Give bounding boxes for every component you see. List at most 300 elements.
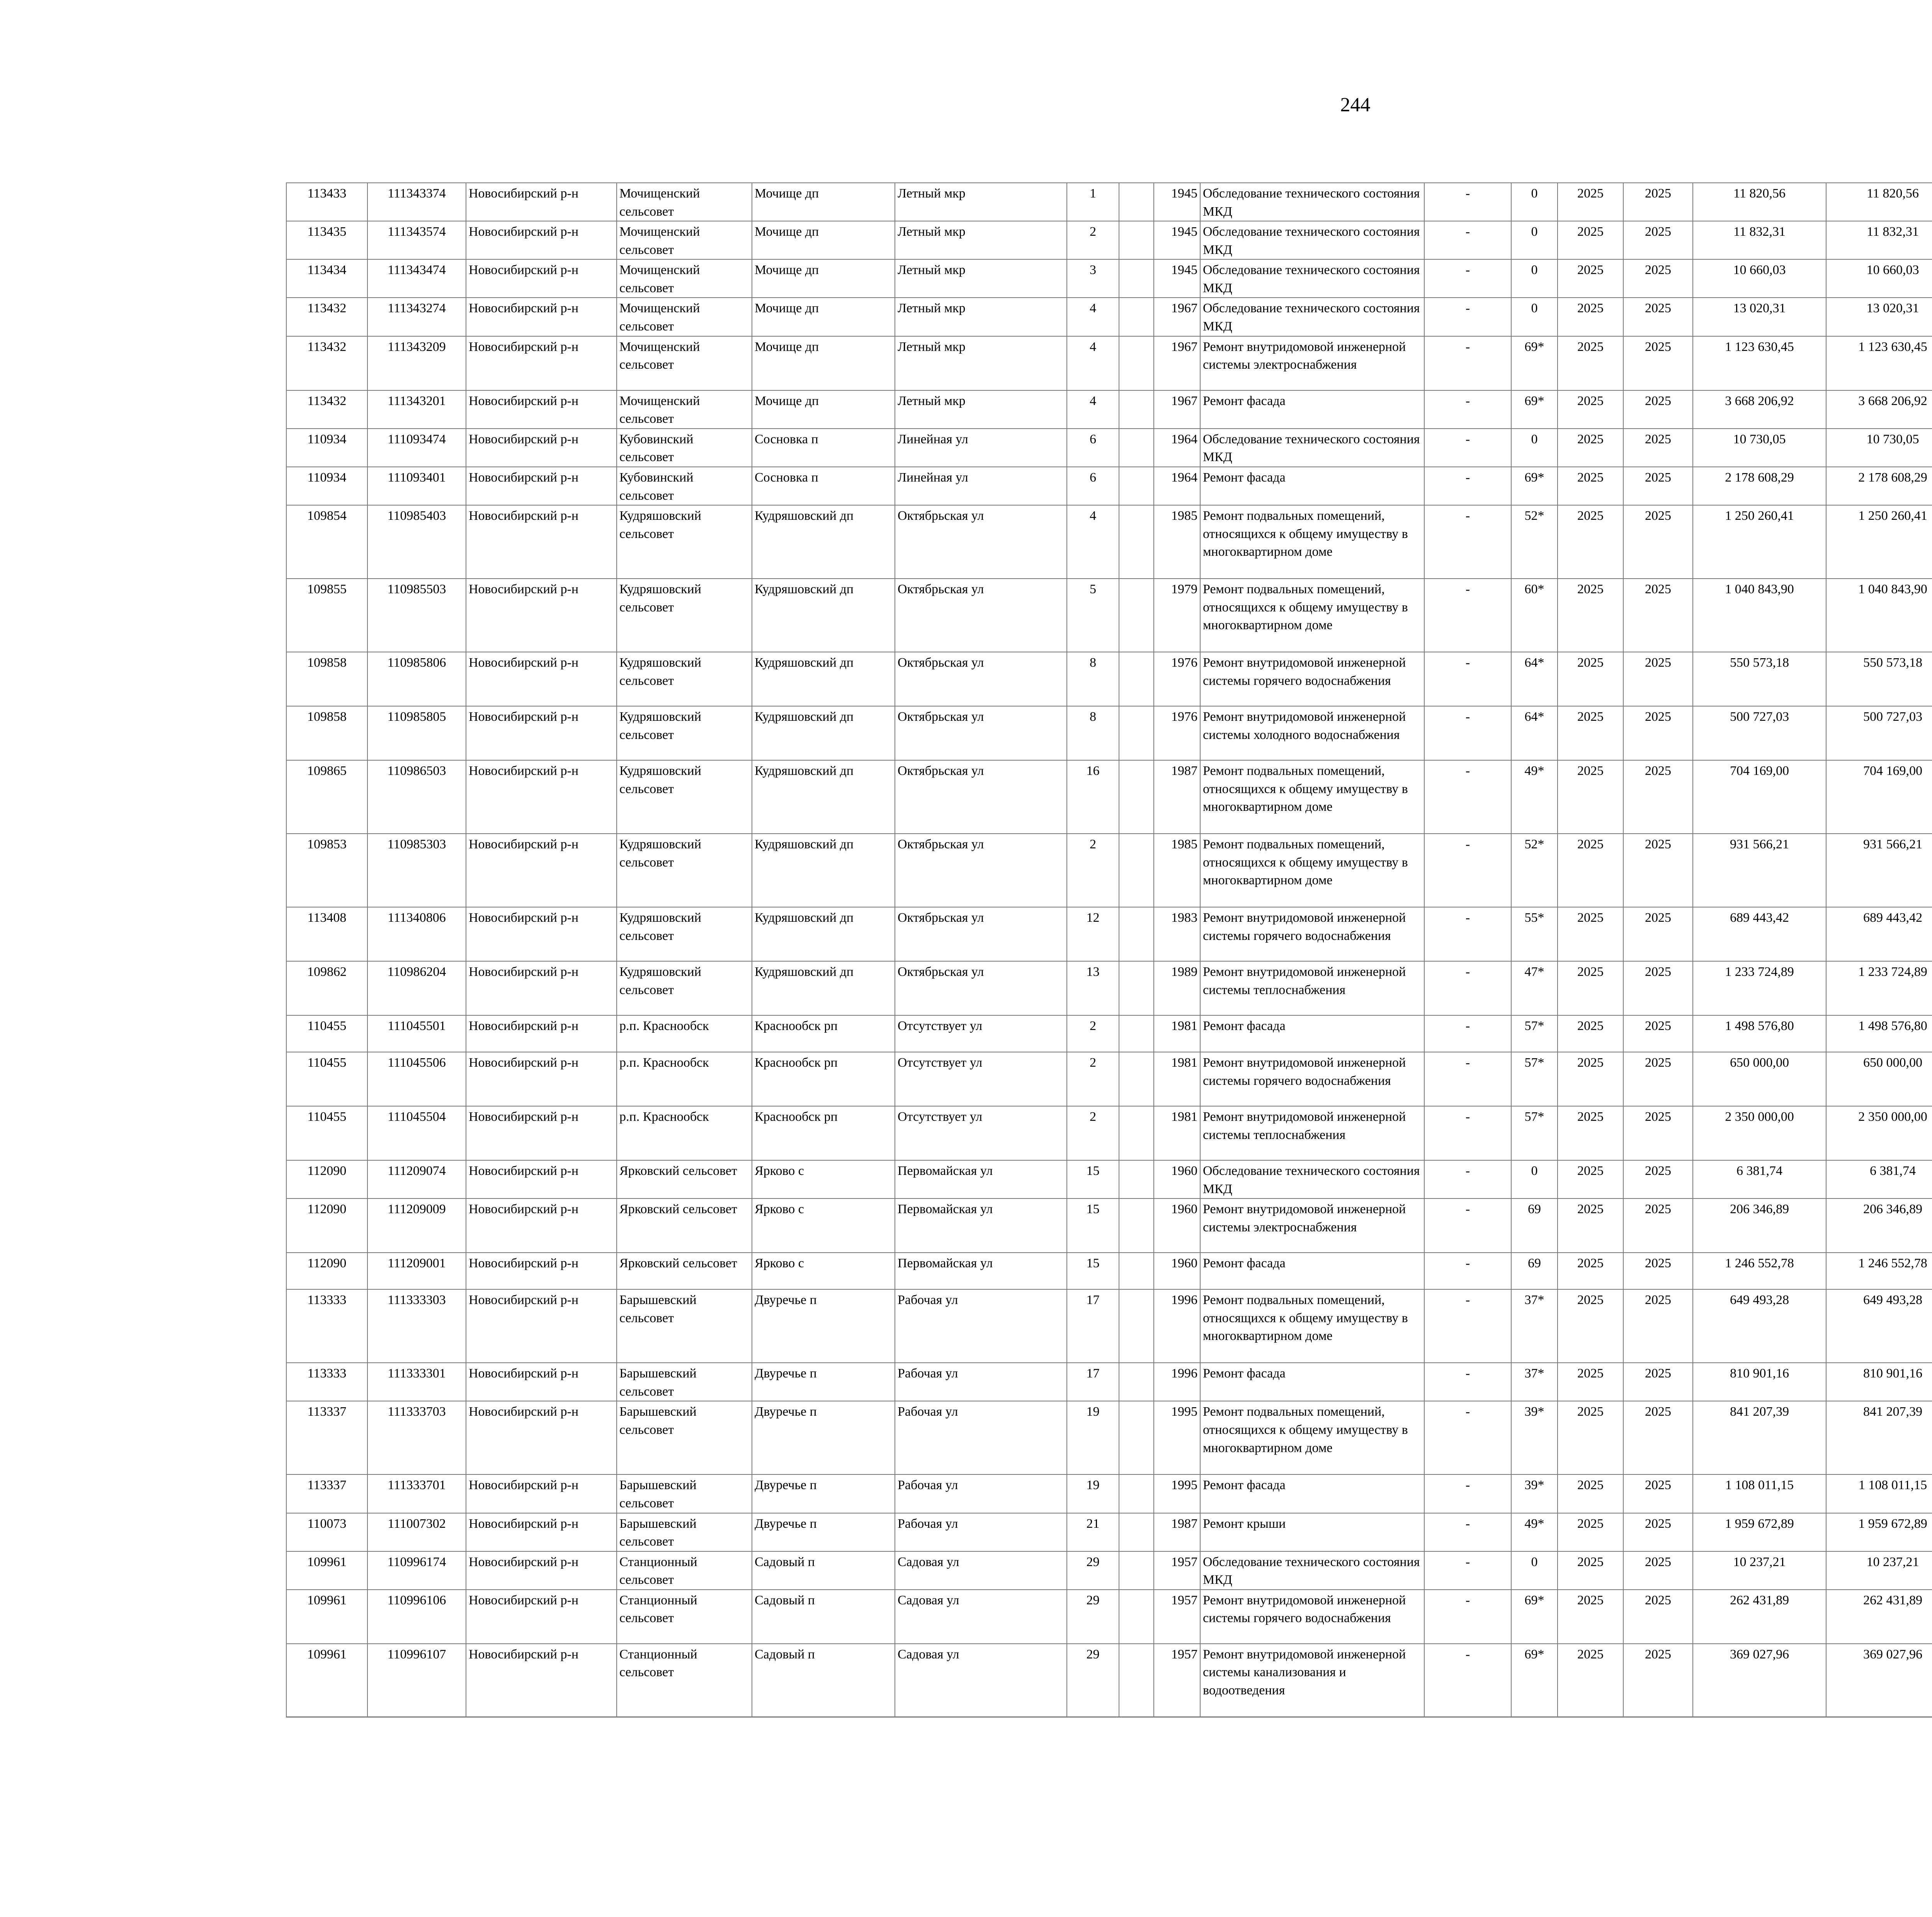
cell-year-built: 1964 [1154, 429, 1200, 467]
cell-municipality: Кудряшовский сельсовет [617, 706, 752, 760]
cell-regional-fund: 810 901,16 [1826, 1363, 1932, 1401]
cell-year-built: 1981 [1154, 1015, 1200, 1052]
cell-wear-percent: 0 [1511, 1160, 1558, 1199]
cell-year-end: 2025 [1623, 259, 1693, 298]
cell-total-cost: 10 730,05 [1693, 429, 1826, 467]
cell-total-cost: 1 250 260,41 [1693, 505, 1826, 579]
work-plan-table [286, 182, 1932, 1718]
cell-row-id: 113432 [286, 298, 367, 336]
cell-house-number: 8 [1067, 706, 1119, 760]
cell-work-type: Ремонт подвальных помещений, относящихся к общему имуществу в многоквартирном доме [1200, 1401, 1424, 1474]
table-row [286, 505, 1932, 579]
cell-district: Новосибирский р-н [466, 1590, 617, 1644]
cell-total-cost: 1 498 576,80 [1693, 1015, 1826, 1052]
cell-year-start: 2025 [1558, 1474, 1623, 1513]
table-row [286, 1052, 1932, 1106]
cell-code: 111333701 [367, 1474, 466, 1513]
cell-settlement: Ярково с [752, 1199, 895, 1253]
cell-building [1119, 1052, 1154, 1106]
cell-street: Летный мкр [895, 259, 1067, 298]
cell-regional-fund: 11 832,31 [1826, 221, 1932, 259]
cell-year-end: 2025 [1623, 1513, 1693, 1551]
cell-district: Новосибирский р-н [466, 336, 617, 390]
cell-settlement: Двуречье п [752, 1474, 895, 1513]
cell-regional-fund: 206 346,89 [1826, 1199, 1932, 1253]
cell-row-id: 113337 [286, 1401, 367, 1474]
cell-year-end: 2025 [1623, 221, 1693, 259]
cell-settlement: Кудряшовский дп [752, 579, 895, 652]
cell-work-type: Ремонт внутридомовой инженерной системы электроснабжения [1200, 1199, 1424, 1253]
cell-work-type: Обследование технического состояния МКД [1200, 183, 1424, 221]
cell-municipality: Станционный сельсовет [617, 1551, 752, 1590]
cell-work-type: Ремонт фасада [1200, 390, 1424, 429]
cell-street: Первомайская ул [895, 1160, 1067, 1199]
cell-year-start: 2025 [1558, 505, 1623, 579]
cell-street: Линейная ул [895, 429, 1067, 467]
cell-district: Новосибирский р-н [466, 579, 617, 652]
cell-regional-fund: 841 207,39 [1826, 1401, 1932, 1474]
page-number: 244 [1340, 94, 1371, 116]
cell-regional-fund: 931 566,21 [1826, 834, 1932, 907]
cell-total-cost: 262 431,89 [1693, 1590, 1826, 1644]
cell-regional-fund: 689 443,42 [1826, 907, 1932, 961]
cell-regional-fund: 650 000,00 [1826, 1052, 1932, 1106]
cell-wear-percent: 64* [1511, 652, 1558, 706]
cell-total-cost: 13 020,31 [1693, 298, 1826, 336]
cell-wear-percent: 37* [1511, 1363, 1558, 1401]
cell-work-type: Обследование технического состояния МКД [1200, 298, 1424, 336]
table-row [286, 1644, 1932, 1717]
cell-settlement: Кудряшовский дп [752, 505, 895, 579]
cell-municipality: Барышевский сельсовет [617, 1474, 752, 1513]
cell-district: Новосибирский р-н [466, 1052, 617, 1106]
cell-year-end: 2025 [1623, 1590, 1693, 1644]
cell-year-built: 1960 [1154, 1160, 1200, 1199]
cell-year-built: 1985 [1154, 834, 1200, 907]
cell-row-id: 109858 [286, 652, 367, 706]
cell-district: Новосибирский р-н [466, 1289, 617, 1363]
cell-row-id: 113337 [286, 1474, 367, 1513]
cell-year-end: 2025 [1623, 579, 1693, 652]
cell-work-type: Обследование технического состояния МКД [1200, 429, 1424, 467]
cell-wear-percent: 60* [1511, 579, 1558, 652]
cell-regional-fund: 10 660,03 [1826, 259, 1932, 298]
cell-code: 111093474 [367, 429, 466, 467]
cell-year-end: 2025 [1623, 1363, 1693, 1401]
cell-year-built: 1981 [1154, 1106, 1200, 1160]
cell-house-number: 15 [1067, 1253, 1119, 1289]
cell-work-type: Ремонт подвальных помещений, относящихся к общему имуществу в многоквартирном доме [1200, 579, 1424, 652]
cell-col-dash: - [1424, 1551, 1511, 1590]
cell-year-start: 2025 [1558, 834, 1623, 907]
cell-year-built: 1957 [1154, 1551, 1200, 1590]
cell-year-start: 2025 [1558, 336, 1623, 390]
cell-col-dash: - [1424, 221, 1511, 259]
cell-row-id: 113408 [286, 907, 367, 961]
cell-wear-percent: 0 [1511, 183, 1558, 221]
cell-year-built: 1945 [1154, 259, 1200, 298]
cell-house-number: 2 [1067, 1106, 1119, 1160]
cell-code: 111209074 [367, 1160, 466, 1199]
cell-year-end: 2025 [1623, 1253, 1693, 1289]
cell-settlement: Кудряшовский дп [752, 706, 895, 760]
cell-municipality: Барышевский сельсовет [617, 1401, 752, 1474]
cell-district: Новосибирский р-н [466, 1644, 617, 1717]
cell-col-dash: - [1424, 652, 1511, 706]
cell-total-cost: 2 350 000,00 [1693, 1106, 1826, 1160]
cell-wear-percent: 0 [1511, 221, 1558, 259]
cell-year-built: 1987 [1154, 760, 1200, 834]
cell-settlement: Сосновка п [752, 429, 895, 467]
cell-row-id: 113333 [286, 1289, 367, 1363]
cell-year-start: 2025 [1558, 298, 1623, 336]
cell-work-type: Ремонт фасада [1200, 1474, 1424, 1513]
cell-building [1119, 907, 1154, 961]
cell-district: Новосибирский р-н [466, 907, 617, 961]
cell-regional-fund: 6 381,74 [1826, 1160, 1932, 1199]
cell-year-built: 1976 [1154, 652, 1200, 706]
cell-total-cost: 1 123 630,45 [1693, 336, 1826, 390]
cell-wear-percent: 0 [1511, 298, 1558, 336]
cell-district: Новосибирский р-н [466, 183, 617, 221]
cell-wear-percent: 69* [1511, 467, 1558, 505]
cell-work-type: Ремонт подвальных помещений, относящихся к общему имуществу в многоквартирном доме [1200, 1289, 1424, 1363]
cell-district: Новосибирский р-н [466, 1160, 617, 1199]
cell-settlement: Кудряшовский дп [752, 907, 895, 961]
cell-work-type: Ремонт внутридомовой инженерной системы холодного водоснабжения [1200, 706, 1424, 760]
cell-code: 111045501 [367, 1015, 466, 1052]
cell-street: Рабочая ул [895, 1363, 1067, 1401]
cell-regional-fund: 704 169,00 [1826, 760, 1932, 834]
cell-house-number: 4 [1067, 336, 1119, 390]
cell-building [1119, 760, 1154, 834]
cell-code: 111209001 [367, 1253, 466, 1289]
cell-settlement: Кудряшовский дп [752, 834, 895, 907]
cell-code: 111343574 [367, 221, 466, 259]
cell-house-number: 12 [1067, 907, 1119, 961]
cell-wear-percent: 39* [1511, 1401, 1558, 1474]
cell-municipality: Ярковский сельсовет [617, 1199, 752, 1253]
table-row [286, 467, 1932, 505]
cell-municipality: Кудряшовский сельсовет [617, 505, 752, 579]
cell-municipality: Ярковский сельсовет [617, 1160, 752, 1199]
cell-house-number: 1 [1067, 183, 1119, 221]
cell-row-id: 113333 [286, 1363, 367, 1401]
cell-year-built: 1967 [1154, 298, 1200, 336]
cell-building [1119, 1106, 1154, 1160]
cell-settlement: Мочище дп [752, 298, 895, 336]
cell-house-number: 29 [1067, 1644, 1119, 1717]
cell-house-number: 4 [1067, 390, 1119, 429]
cell-total-cost: 931 566,21 [1693, 834, 1826, 907]
cell-total-cost: 1 040 843,90 [1693, 579, 1826, 652]
cell-col-dash: - [1424, 1363, 1511, 1401]
cell-street: Октябрьская ул [895, 834, 1067, 907]
cell-regional-fund: 13 020,31 [1826, 298, 1932, 336]
cell-street: Рабочая ул [895, 1513, 1067, 1551]
cell-building [1119, 706, 1154, 760]
cell-col-dash: - [1424, 429, 1511, 467]
cell-wear-percent: 55* [1511, 907, 1558, 961]
cell-building [1119, 390, 1154, 429]
cell-regional-fund: 550 573,18 [1826, 652, 1932, 706]
cell-settlement: Краснообск рп [752, 1052, 895, 1106]
cell-year-built: 1967 [1154, 390, 1200, 429]
cell-building [1119, 1160, 1154, 1199]
cell-municipality: Мочищенский сельсовет [617, 259, 752, 298]
cell-building [1119, 1513, 1154, 1551]
cell-year-start: 2025 [1558, 1401, 1623, 1474]
table-row [286, 1513, 1932, 1551]
cell-building [1119, 1289, 1154, 1363]
cell-district: Новосибирский р-н [466, 1199, 617, 1253]
cell-district: Новосибирский р-н [466, 1474, 617, 1513]
cell-street: Летный мкр [895, 336, 1067, 390]
cell-street: Рабочая ул [895, 1401, 1067, 1474]
cell-code: 110996174 [367, 1551, 466, 1590]
cell-regional-fund: 500 727,03 [1826, 706, 1932, 760]
cell-settlement: Двуречье п [752, 1513, 895, 1551]
cell-street: Октябрьская ул [895, 706, 1067, 760]
cell-code: 110986503 [367, 760, 466, 834]
cell-year-start: 2025 [1558, 1253, 1623, 1289]
cell-wear-percent: 57* [1511, 1106, 1558, 1160]
cell-district: Новосибирский р-н [466, 298, 617, 336]
cell-building [1119, 652, 1154, 706]
cell-year-start: 2025 [1558, 1363, 1623, 1401]
cell-row-id: 109855 [286, 579, 367, 652]
cell-col-dash: - [1424, 1644, 1511, 1717]
cell-district: Новосибирский р-н [466, 1363, 617, 1401]
cell-building [1119, 1015, 1154, 1052]
cell-municipality: Кудряшовский сельсовет [617, 834, 752, 907]
cell-col-dash: - [1424, 579, 1511, 652]
cell-municipality: Мочищенский сельсовет [617, 390, 752, 429]
cell-year-start: 2025 [1558, 1015, 1623, 1052]
cell-building [1119, 183, 1154, 221]
cell-total-cost: 10 237,21 [1693, 1551, 1826, 1590]
cell-year-end: 2025 [1623, 1199, 1693, 1253]
cell-code: 110996106 [367, 1590, 466, 1644]
cell-col-dash: - [1424, 1052, 1511, 1106]
cell-street: Октябрьская ул [895, 505, 1067, 579]
cell-street: Рабочая ул [895, 1289, 1067, 1363]
cell-regional-fund: 1 040 843,90 [1826, 579, 1932, 652]
cell-house-number: 13 [1067, 961, 1119, 1015]
cell-settlement: Двуречье п [752, 1289, 895, 1363]
cell-street: Садовая ул [895, 1590, 1067, 1644]
cell-row-id: 112090 [286, 1199, 367, 1253]
cell-year-end: 2025 [1623, 1401, 1693, 1474]
cell-row-id: 109858 [286, 706, 367, 760]
cell-district: Новосибирский р-н [466, 259, 617, 298]
cell-year-end: 2025 [1623, 1551, 1693, 1590]
cell-district: Новосибирский р-н [466, 467, 617, 505]
cell-col-dash: - [1424, 298, 1511, 336]
cell-total-cost: 11 820,56 [1693, 183, 1826, 221]
cell-building [1119, 1644, 1154, 1717]
cell-building [1119, 298, 1154, 336]
cell-row-id: 112090 [286, 1160, 367, 1199]
cell-building [1119, 1199, 1154, 1253]
cell-total-cost: 500 727,03 [1693, 706, 1826, 760]
cell-year-start: 2025 [1558, 390, 1623, 429]
cell-house-number: 2 [1067, 834, 1119, 907]
cell-work-type: Ремонт внутридомовой инженерной системы электроснабжения [1200, 336, 1424, 390]
cell-code: 111343474 [367, 259, 466, 298]
cell-work-type: Обследование технического состояния МКД [1200, 259, 1424, 298]
cell-year-start: 2025 [1558, 961, 1623, 1015]
cell-total-cost: 3 668 206,92 [1693, 390, 1826, 429]
cell-building [1119, 1363, 1154, 1401]
cell-year-start: 2025 [1558, 221, 1623, 259]
cell-street: Первомайская ул [895, 1253, 1067, 1289]
cell-year-start: 2025 [1558, 1644, 1623, 1717]
cell-regional-fund: 10 730,05 [1826, 429, 1932, 467]
table-row [286, 1289, 1932, 1363]
table-row [286, 1474, 1932, 1513]
cell-regional-fund: 1 246 552,78 [1826, 1253, 1932, 1289]
cell-year-built: 1996 [1154, 1289, 1200, 1363]
cell-col-dash: - [1424, 760, 1511, 834]
table-row [286, 579, 1932, 652]
cell-regional-fund: 2 178 608,29 [1826, 467, 1932, 505]
table-row [286, 1253, 1932, 1289]
cell-code: 110996107 [367, 1644, 466, 1717]
cell-work-type: Ремонт подвальных помещений, относящихся к общему имуществу в многоквартирном доме [1200, 505, 1424, 579]
cell-work-type: Ремонт подвальных помещений, относящихся к общему имуществу в многоквартирном доме [1200, 834, 1424, 907]
cell-house-number: 29 [1067, 1551, 1119, 1590]
cell-year-start: 2025 [1558, 907, 1623, 961]
cell-regional-fund: 1 250 260,41 [1826, 505, 1932, 579]
cell-municipality: Мочищенский сельсовет [617, 336, 752, 390]
cell-col-dash: - [1424, 907, 1511, 961]
cell-street: Садовая ул [895, 1644, 1067, 1717]
table-body [286, 183, 1932, 1717]
cell-year-end: 2025 [1623, 183, 1693, 221]
cell-district: Новосибирский р-н [466, 961, 617, 1015]
cell-col-dash: - [1424, 467, 1511, 505]
cell-total-cost: 6 381,74 [1693, 1160, 1826, 1199]
cell-wear-percent: 49* [1511, 760, 1558, 834]
cell-street: Октябрьская ул [895, 907, 1067, 961]
cell-year-start: 2025 [1558, 1160, 1623, 1199]
cell-col-dash: - [1424, 1253, 1511, 1289]
cell-district: Новосибирский р-н [466, 706, 617, 760]
cell-row-id: 109862 [286, 961, 367, 1015]
cell-row-id: 113433 [286, 183, 367, 221]
cell-settlement: Ярково с [752, 1253, 895, 1289]
cell-row-id: 109961 [286, 1590, 367, 1644]
cell-year-start: 2025 [1558, 1199, 1623, 1253]
cell-code: 111093401 [367, 467, 466, 505]
cell-street: Летный мкр [895, 183, 1067, 221]
cell-wear-percent: 37* [1511, 1289, 1558, 1363]
cell-settlement: Ярково с [752, 1160, 895, 1199]
cell-year-end: 2025 [1623, 834, 1693, 907]
cell-settlement: Садовый п [752, 1590, 895, 1644]
cell-district: Новосибирский р-н [466, 390, 617, 429]
table-row [286, 336, 1932, 390]
cell-col-dash: - [1424, 1199, 1511, 1253]
cell-wear-percent: 52* [1511, 834, 1558, 907]
cell-total-cost: 649 493,28 [1693, 1289, 1826, 1363]
cell-building [1119, 1590, 1154, 1644]
cell-year-start: 2025 [1558, 1551, 1623, 1590]
cell-col-dash: - [1424, 1289, 1511, 1363]
cell-regional-fund: 3 668 206,92 [1826, 390, 1932, 429]
cell-municipality: Ярковский сельсовет [617, 1253, 752, 1289]
cell-municipality: р.п. Краснообск [617, 1106, 752, 1160]
cell-municipality: Кудряшовский сельсовет [617, 907, 752, 961]
table-row [286, 907, 1932, 961]
cell-col-dash: - [1424, 706, 1511, 760]
cell-year-built: 1995 [1154, 1474, 1200, 1513]
cell-total-cost: 369 027,96 [1693, 1644, 1826, 1717]
cell-code: 111333303 [367, 1289, 466, 1363]
table-row [286, 298, 1932, 336]
cell-district: Новосибирский р-н [466, 1253, 617, 1289]
cell-code: 110985806 [367, 652, 466, 706]
cell-municipality: Кудряшовский сельсовет [617, 961, 752, 1015]
cell-col-dash: - [1424, 1401, 1511, 1474]
cell-regional-fund: 262 431,89 [1826, 1590, 1932, 1644]
cell-street: Летный мкр [895, 390, 1067, 429]
cell-wear-percent: 52* [1511, 505, 1558, 579]
cell-code: 111343374 [367, 183, 466, 221]
cell-district: Новосибирский р-н [466, 429, 617, 467]
cell-district: Новосибирский р-н [466, 1513, 617, 1551]
cell-year-built: 1976 [1154, 706, 1200, 760]
cell-col-dash: - [1424, 1513, 1511, 1551]
cell-building [1119, 221, 1154, 259]
cell-year-built: 1964 [1154, 467, 1200, 505]
table-row [286, 1590, 1932, 1644]
cell-row-id: 113434 [286, 259, 367, 298]
cell-year-end: 2025 [1623, 907, 1693, 961]
cell-building [1119, 505, 1154, 579]
cell-row-id: 110455 [286, 1015, 367, 1052]
table-row [286, 1015, 1932, 1052]
cell-year-end: 2025 [1623, 298, 1693, 336]
cell-street: Октябрьская ул [895, 961, 1067, 1015]
cell-wear-percent: 69 [1511, 1199, 1558, 1253]
table-row [286, 834, 1932, 907]
cell-wear-percent: 49* [1511, 1513, 1558, 1551]
cell-year-start: 2025 [1558, 429, 1623, 467]
cell-year-end: 2025 [1623, 1289, 1693, 1363]
cell-row-id: 113435 [286, 221, 367, 259]
cell-house-number: 4 [1067, 505, 1119, 579]
cell-building [1119, 467, 1154, 505]
cell-regional-fund: 2 350 000,00 [1826, 1106, 1932, 1160]
cell-street: Октябрьская ул [895, 652, 1067, 706]
cell-wear-percent: 69* [1511, 1590, 1558, 1644]
cell-settlement: Краснообск рп [752, 1015, 895, 1052]
table-row [286, 259, 1932, 298]
cell-year-built: 1945 [1154, 183, 1200, 221]
cell-year-start: 2025 [1558, 579, 1623, 652]
cell-code: 111045506 [367, 1052, 466, 1106]
cell-year-end: 2025 [1623, 467, 1693, 505]
cell-settlement: Краснообск рп [752, 1106, 895, 1160]
cell-year-start: 2025 [1558, 652, 1623, 706]
table-row [286, 1363, 1932, 1401]
cell-total-cost: 650 000,00 [1693, 1052, 1826, 1106]
cell-col-dash: - [1424, 505, 1511, 579]
cell-house-number: 15 [1067, 1199, 1119, 1253]
cell-row-id: 110455 [286, 1106, 367, 1160]
